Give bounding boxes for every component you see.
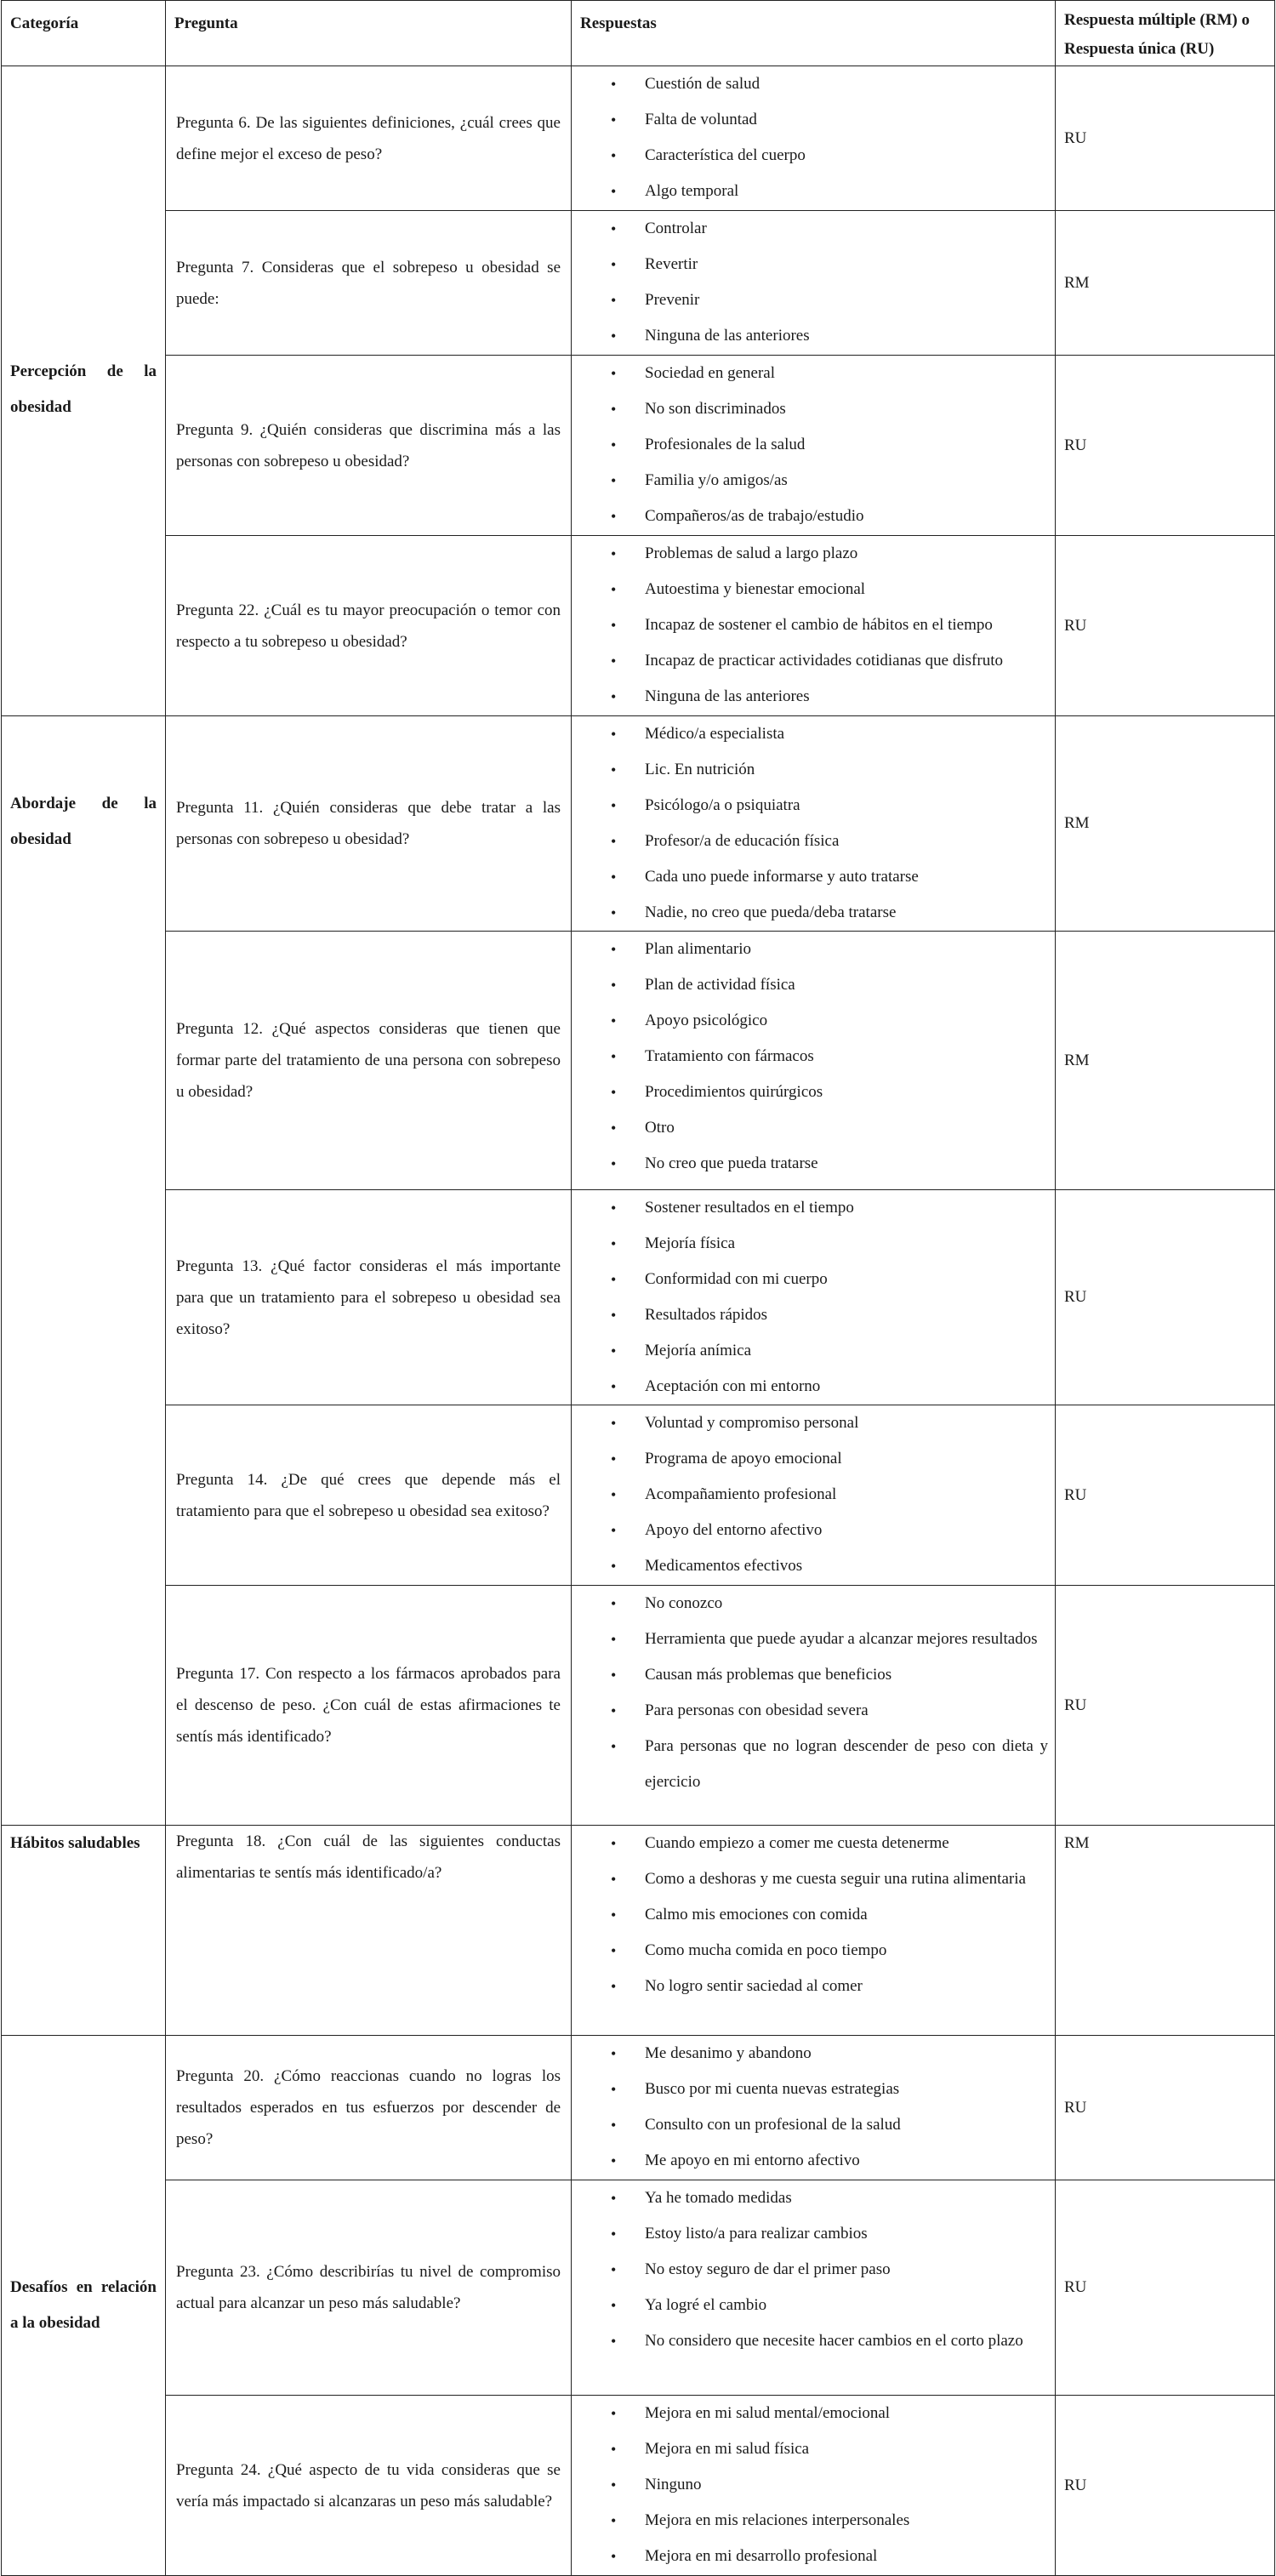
category-cell: Hábitos saludables <box>2 1826 166 2036</box>
answer-item: • Lic. En nutrición <box>572 752 1048 788</box>
answers-cell <box>572 536 1056 716</box>
answer-item: • Mejoría anímica <box>572 1333 1048 1369</box>
answer-item: • Sostener resultados en el tiempo <box>572 1190 1048 1226</box>
response-type: RM <box>1056 211 1275 356</box>
table-row <box>2 211 1275 356</box>
answer-item: • Mejora en mi salud mental/emocional <box>572 2396 1048 2431</box>
response-type: RU <box>1056 66 1275 211</box>
response-type: RU <box>1056 536 1275 716</box>
category-cell: Abordaje de la obesidad <box>2 716 166 1826</box>
answers-cell <box>572 1586 1056 1826</box>
answer-item: • Profesionales de la salud <box>572 427 1048 463</box>
category-cell: Percepción de la obesidad <box>2 66 166 716</box>
answer-item: • Ninguno <box>572 2467 1048 2503</box>
answer-item: • Incapaz de sostener el cambio de hábitos en el tiempo <box>572 607 1048 643</box>
answer-item: • Ninguna de las anteriores <box>572 318 1048 354</box>
response-type: RU <box>1056 356 1275 536</box>
answer-item: • Apoyo del entorno afectivo <box>572 1513 1048 1548</box>
answer-item: • Ya logré el cambio <box>572 2288 1048 2323</box>
answer-item: • Procedimientos quirúrgicos <box>572 1074 1048 1110</box>
answer-list <box>572 356 1048 534</box>
header-tipo: Respuesta múltiple (RM) o Respuesta única (RU) <box>1056 1 1275 66</box>
answer-item: • Ya he tomado medidas <box>572 2180 1048 2216</box>
table-row <box>2 932 1275 1190</box>
answers-cell <box>572 1405 1056 1586</box>
answer-item: • Medicamentos efectivos <box>572 1548 1048 1584</box>
answer-item: • Compañeros/as de trabajo/estudio <box>572 499 1048 534</box>
answer-list <box>572 211 1048 354</box>
answer-item: • Me desanimo y abandono <box>572 2036 1048 2072</box>
question-cell: Pregunta 13. ¿Qué factor consideras el más importante para que un tratamiento para el sobrepeso u obesidad sea exitoso? <box>166 1190 572 1405</box>
answer-list <box>572 536 1048 715</box>
answer-item: • Apoyo psicológico <box>572 1003 1048 1039</box>
response-type: RU <box>1056 2396 1275 2576</box>
answer-item: • Causan más problemas que beneficios <box>572 1657 1048 1693</box>
answer-item: • Falta de voluntad <box>572 102 1048 138</box>
answer-item: • Mejora en mis relaciones interpersonales <box>572 2503 1048 2539</box>
table-row <box>2 716 1275 932</box>
answer-item: • Prevenir <box>572 282 1048 318</box>
answer-item: • Cuando empiezo a comer me cuesta detenerme <box>572 1826 1048 1861</box>
answer-list <box>572 1405 1048 1584</box>
answer-list <box>572 2396 1048 2574</box>
question-cell: Pregunta 18. ¿Con cuál de las siguientes conductas alimentarias te sentís más identificado/a? <box>166 1826 572 2036</box>
answer-item: • Ninguna de las anteriores <box>572 679 1048 715</box>
response-type: RU <box>1056 1190 1275 1405</box>
answer-item: • Voluntad y compromiso personal <box>572 1405 1048 1441</box>
answer-list <box>572 66 1048 209</box>
answer-item: • Como a deshoras y me cuesta seguir una rutina alimentaria <box>572 1861 1048 1897</box>
header-pregunta: Pregunta <box>166 1 572 66</box>
question-cell: Pregunta 9. ¿Quién consideras que discrimina más a las personas con sobrepeso u obesidad? <box>166 356 572 536</box>
answer-item: • No conozco <box>572 1586 1048 1621</box>
answer-item: • Calmo mis emociones con comida <box>572 1897 1048 1933</box>
answers-cell <box>572 356 1056 536</box>
answer-item: • Acompañamiento profesional <box>572 1477 1048 1513</box>
answer-item: • Problemas de salud a largo plazo <box>572 536 1048 572</box>
response-type: RM <box>1056 932 1275 1190</box>
answers-cell <box>572 2396 1056 2576</box>
table-row <box>2 1586 1275 1826</box>
question-cell: Pregunta 11. ¿Quién consideras que debe tratar a las personas con sobrepeso u obesidad? <box>166 716 572 932</box>
answer-list <box>572 1826 1048 2004</box>
answer-list <box>572 2036 1048 2179</box>
answer-item: • Aceptación con mi entorno <box>572 1369 1048 1405</box>
header-categoria: Categoría <box>2 1 166 66</box>
answers-cell <box>572 716 1056 932</box>
response-type: RM <box>1056 1826 1275 2036</box>
question-cell: Pregunta 14. ¿De qué crees que depende más el tratamiento para que el sobrepeso u obesidad sea exitoso? <box>166 1405 572 1586</box>
answer-item: • Revertir <box>572 247 1048 282</box>
question-cell: Pregunta 7. Consideras que el sobrepeso u obesidad se puede: <box>166 211 572 356</box>
answers-cell <box>572 2180 1056 2396</box>
answer-item: • Psicólogo/a o psiquiatra <box>572 788 1048 824</box>
answer-list <box>572 1586 1048 1800</box>
header-respuestas: Respuestas <box>572 1 1056 66</box>
answer-item: • Mejora en mi salud física <box>572 2431 1048 2467</box>
answer-item: • Cada uno puede informarse y auto tratarse <box>572 859 1048 895</box>
answer-item: • Me apoyo en mi entorno afectivo <box>572 2143 1048 2179</box>
table-row <box>2 2036 1275 2180</box>
table-row <box>2 536 1275 716</box>
answer-item: • Estoy listo/a para realizar cambios <box>572 2216 1048 2252</box>
answer-item: • Para personas con obesidad severa <box>572 1693 1048 1729</box>
table-row <box>2 1190 1275 1405</box>
answer-item: • No logro sentir saciedad al comer <box>572 1969 1048 2004</box>
response-type: RU <box>1056 1586 1275 1826</box>
answer-item: • Mejora en mi desarrollo profesional <box>572 2539 1048 2574</box>
answer-item: • Plan alimentario <box>572 932 1048 967</box>
answers-cell <box>572 1826 1056 2036</box>
response-type: RM <box>1056 716 1275 932</box>
answer-item: • No creo que pueda tratarse <box>572 1146 1048 1182</box>
question-cell: Pregunta 12. ¿Qué aspectos consideras que tienen que formar parte del tratamiento de una persona con sobrepeso u obesidad? <box>166 932 572 1190</box>
question-cell: Pregunta 22. ¿Cuál es tu mayor preocupación o temor con respecto a tu sobrepeso u obesidad? <box>166 536 572 716</box>
survey-table <box>1 0 1275 2576</box>
answer-item: • Familia y/o amigos/as <box>572 463 1048 499</box>
question-cell: Pregunta 20. ¿Cómo reaccionas cuando no logras los resultados esperados en tus esfuerzos por descender de peso? <box>166 2036 572 2180</box>
answer-item: • Nadie, no creo que pueda/deba tratarse <box>572 895 1048 931</box>
response-type: RU <box>1056 2180 1275 2396</box>
answer-item: • No considero que necesite hacer cambios en el corto plazo <box>572 2323 1048 2359</box>
answer-item: • Mejoría física <box>572 1226 1048 1262</box>
answers-cell <box>572 1190 1056 1405</box>
answer-list <box>572 932 1048 1182</box>
table-row <box>2 66 1275 211</box>
answer-item: • Médico/a especialista <box>572 716 1048 752</box>
question-cell: Pregunta 24. ¿Qué aspecto de tu vida consideras que se vería más impactado si alcanzaras un peso más saludable? <box>166 2396 572 2576</box>
category-cell: Desafíos en relación a la obesidad <box>2 2036 166 2576</box>
answer-item: • Para personas que no logran descender de peso con dieta y ejercicio <box>572 1729 1048 1800</box>
answer-item: • Busco por mi cuenta nuevas estrategias <box>572 2072 1048 2107</box>
answer-item: • Otro <box>572 1110 1048 1146</box>
answer-item: • Tratamiento con fármacos <box>572 1039 1048 1074</box>
answer-item: • No estoy seguro de dar el primer paso <box>572 2252 1048 2288</box>
question-cell: Pregunta 6. De las siguientes definiciones, ¿cuál crees que define mejor el exceso de peso? <box>166 66 572 211</box>
answers-cell <box>572 2036 1056 2180</box>
header-row <box>2 1 1275 66</box>
answer-list <box>572 716 1048 931</box>
answer-list <box>572 2180 1048 2359</box>
table-row <box>2 2396 1275 2576</box>
answer-item: • Sociedad en general <box>572 356 1048 391</box>
question-cell: Pregunta 17. Con respecto a los fármacos aprobados para el descenso de peso. ¿Con cuál de estas afirmaciones te sentís más identificado? <box>166 1586 572 1826</box>
answers-cell <box>572 932 1056 1190</box>
table-row <box>2 2180 1275 2396</box>
answer-item: • Programa de apoyo emocional <box>572 1441 1048 1477</box>
answer-item: • No son discriminados <box>572 391 1048 427</box>
answers-cell <box>572 211 1056 356</box>
answer-item: • Conformidad con mi cuerpo <box>572 1262 1048 1297</box>
question-cell: Pregunta 23. ¿Cómo describirías tu nivel de compromiso actual para alcanzar un peso más saludable? <box>166 2180 572 2396</box>
answer-item: • Plan de actividad física <box>572 967 1048 1003</box>
table-row <box>2 1405 1275 1586</box>
answers-cell <box>572 66 1056 211</box>
answer-item: • Cuestión de salud <box>572 66 1048 102</box>
table-row <box>2 356 1275 536</box>
answer-item: • Algo temporal <box>572 174 1048 209</box>
response-type: RU <box>1056 2036 1275 2180</box>
answer-item: • Profesor/a de educación física <box>572 824 1048 859</box>
answer-item: • Consulto con un profesional de la salud <box>572 2107 1048 2143</box>
answer-item: • Como mucha comida en poco tiempo <box>572 1933 1048 1969</box>
answer-list <box>572 1190 1048 1405</box>
answer-item: • Característica del cuerpo <box>572 138 1048 174</box>
answer-item: • Herramienta que puede ayudar a alcanzar mejores resultados <box>572 1621 1048 1657</box>
response-type: RU <box>1056 1405 1275 1586</box>
table-row <box>2 1826 1275 2036</box>
answer-item: • Resultados rápidos <box>572 1297 1048 1333</box>
answer-item: • Autoestima y bienestar emocional <box>572 572 1048 607</box>
answer-item: • Controlar <box>572 211 1048 247</box>
answer-item: • Incapaz de practicar actividades cotidianas que disfruto <box>572 643 1048 679</box>
